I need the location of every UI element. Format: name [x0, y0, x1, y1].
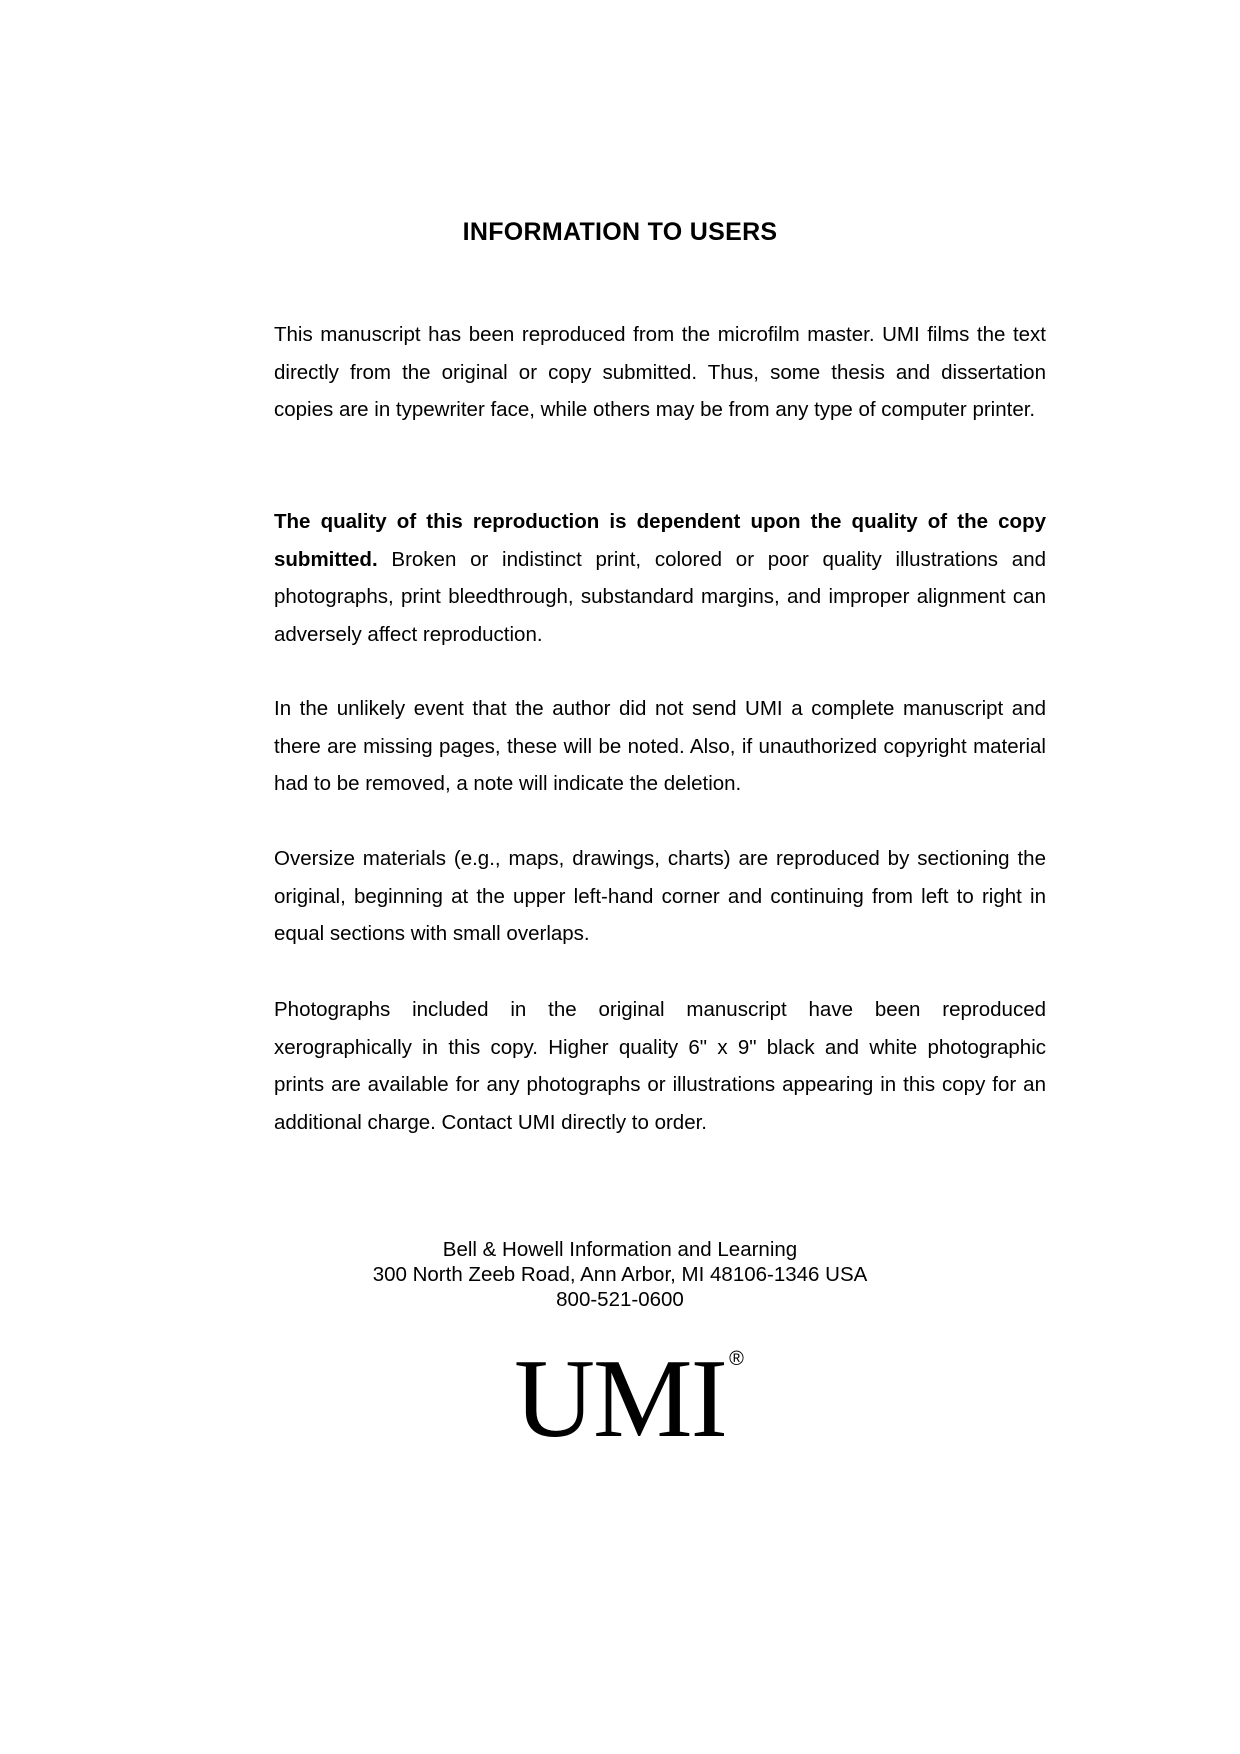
umi-logo-mark — [514, 1337, 744, 1461]
publisher-company: Bell & Howell Information and Learning — [442, 1238, 798, 1261]
paragraph-missing-pages: In the unlikely event that the author did not send UMI a complete manuscript and there are missing pages, these will be noted. Also, if unauthorized copyright material had to be removed, a note will indicate the deletion. — [274, 697, 1046, 795]
umi-logo — [0, 1337, 1240, 1461]
publisher-phone: 800-521-0600 — [556, 1288, 684, 1311]
publisher-address — [0, 1237, 1240, 1312]
registered-icon: ® — [729, 1348, 744, 1370]
paragraph-quality-rest: Broken or indistinct print, colored or poor quality illustrations and photographs, print bleedthrough, substandard margins, and improper alignment can adversely affect reproduction. — [274, 547, 1046, 646]
paragraph-microfilm: This manuscript has been reproduced from the microfilm master. UMI films the text directly from the original or copy submitted. Thus, some thesis and dissertation copies are in typewriter face, while others may be from any type of computer printer. — [274, 323, 1046, 421]
publisher-street: 300 North Zeeb Road, Ann Arbor, MI 48106-1346 USA — [372, 1263, 868, 1286]
paragraph-quality-bold: The quality of this reproduction is dependent upon the quality of the copy submitted. — [274, 510, 1046, 571]
paragraph-quality — [274, 503, 1046, 653]
paragraph-photographs: Photographs included in the original manuscript have been reproduced xerographically in this copy. Higher quality 6" x 9" black and white photographic prints are available for any photographs or illustrations appearing in this copy for an additional charge. Contact UMI directly to order. — [274, 998, 1046, 1134]
page-title: INFORMATION TO USERS — [462, 218, 778, 246]
paragraph-oversize: Oversize materials (e.g., maps, drawings, charts) are reproduced by sectioning the original, beginning at the upper left-hand corner and continuing from left to right in equal sections with small overlaps. — [274, 847, 1046, 945]
umi-logo-text: UMI — [514, 1337, 726, 1461]
